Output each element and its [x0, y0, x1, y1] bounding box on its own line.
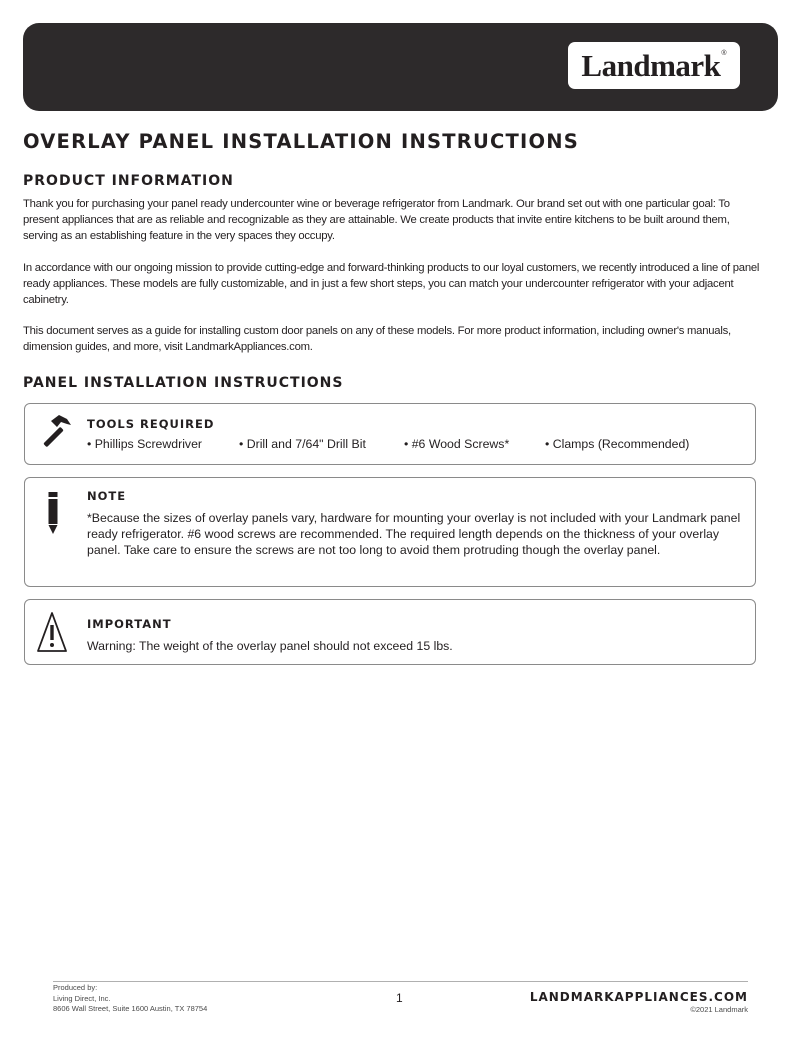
important-title: IMPORTANT	[87, 617, 172, 631]
website-link[interactable]: LANDMARKAPPLIANCES.COM	[529, 990, 748, 1004]
panel-installation-heading: PANEL INSTALLATION INSTRUCTIONS	[23, 375, 344, 391]
hammer-icon	[37, 413, 73, 454]
page-title: OVERLAY PANEL INSTALLATION INSTRUCTIONS	[23, 130, 580, 153]
registered-mark: ®	[721, 50, 727, 57]
note-body: *Because the sizes of overlay panels vary, hardware for mounting your overlay is not included with your Landmark panel ready refrigerator. #6 wood screws are recommended. The required length depends on the thickness of your overlay panel. Take care to ensure the screws are not too long to avoid them protruding though the overlay panel.	[87, 511, 741, 557]
producer-address: 8606 Wall Street, Suite 1600 Austin, TX 78754	[53, 1004, 208, 1013]
logo-wordmark: Landmark	[581, 47, 721, 83]
copyright: ©2021 Landmark	[690, 1005, 748, 1014]
product-information-heading: PRODUCT INFORMATION	[23, 173, 234, 189]
warning-icon	[36, 611, 68, 658]
note-callout	[24, 477, 756, 587]
tool-item: • Clamps (Recommended)	[545, 437, 690, 451]
tools-list	[87, 437, 689, 451]
intro-paragraph: Thank you for purchasing your panel ready undercounter wine or beverage refrigerator from Landmark. Our brand set out with one particular goal: To present appliances that are as reliable and recognizable as they are attainable. We create products that invite entire kitchens to be built around them, serving as an establishing feature in the very spaces they occupy.	[23, 198, 730, 242]
footer-divider	[53, 981, 748, 982]
tool-item: • Drill and 7/64" Drill Bit	[239, 437, 366, 451]
page-number: 1	[396, 991, 403, 1005]
landmark-logo	[568, 42, 740, 89]
important-body: Warning: The weight of the overlay panel should not exceed 15 lbs.	[87, 639, 453, 653]
tool-item: • #6 Wood Screws*	[404, 437, 510, 451]
produced-by-label: Produced by:	[53, 983, 98, 992]
note-title: NOTE	[87, 489, 127, 503]
guide-paragraph: This document serves as a guide for installing custom door panels on any of these models. For more product information, including owner's manuals, dimension guides, and more, visit LandmarkAppliances.com.	[23, 325, 731, 353]
tools-required-callout	[24, 403, 756, 465]
tools-required-title: TOOLS REQUIRED	[87, 417, 215, 431]
pencil-icon	[47, 492, 59, 539]
important-callout	[24, 599, 756, 665]
tool-item: • Phillips Screwdriver	[87, 437, 203, 451]
footer-producer-info	[53, 983, 207, 1015]
producer-company: Living Direct, Inc.	[53, 993, 111, 1003]
mission-paragraph: In accordance with our ongoing mission to provide cutting-edge and forward-thinking products to our loyal customers, we recently introduced a line of panel ready appliances. These models are fully customizable, and in just a few short steps, you can match your undercounter refrigerator with your adjacent cabinetry.	[23, 262, 760, 306]
